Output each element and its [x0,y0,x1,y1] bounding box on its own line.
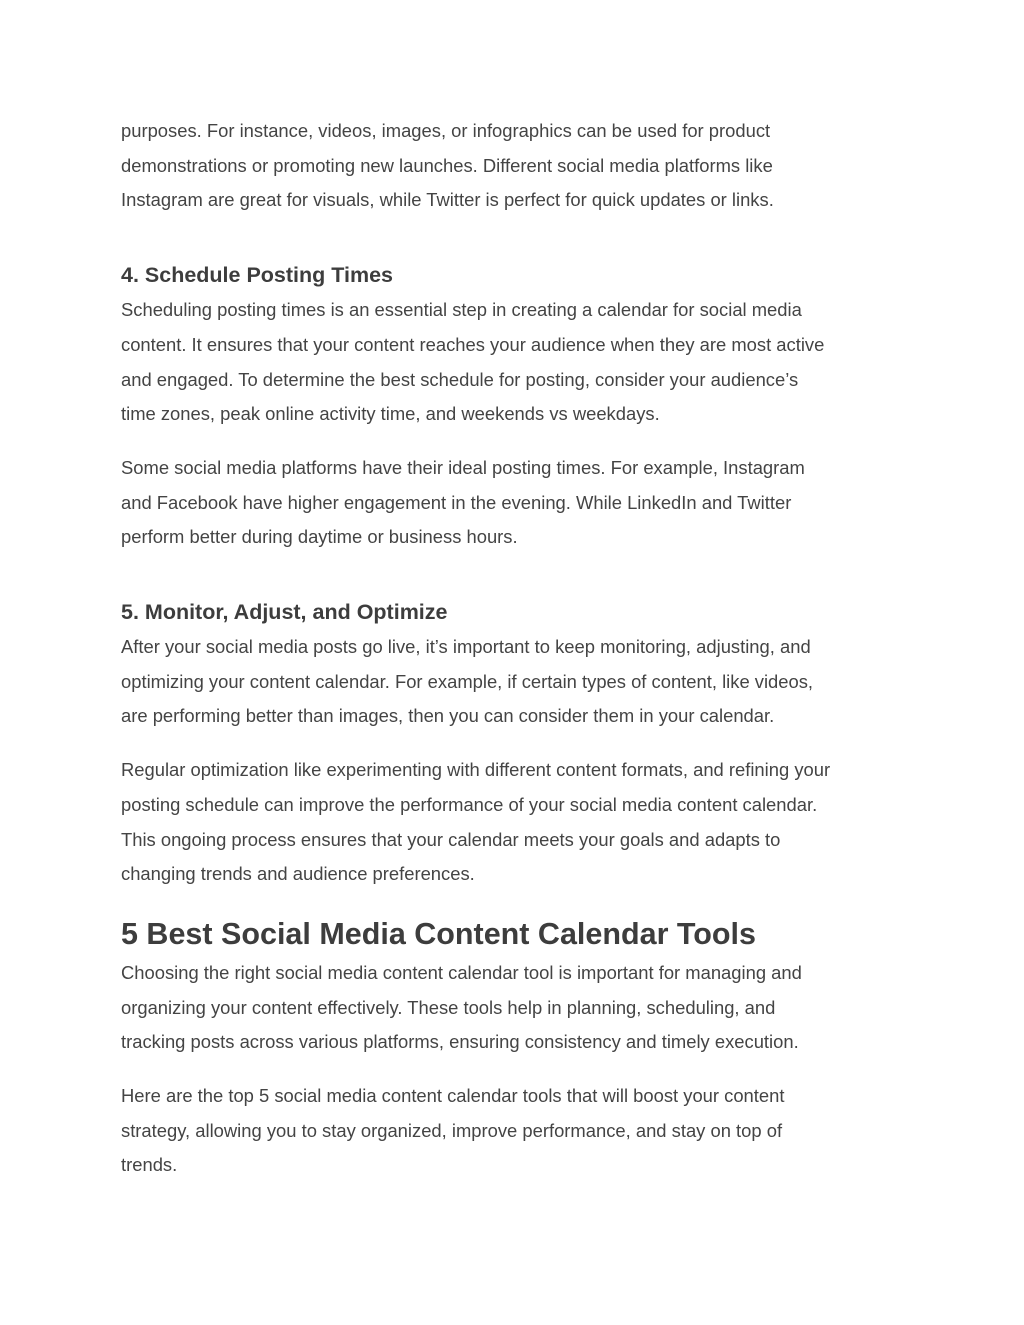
text-line: Regular optimization like experimenting with different content formats, and refining your [121,759,831,781]
text-line: Instagram are great for visuals, while Twitter is perfect for quick updates or links. [121,189,774,211]
text-line: and Facebook have higher engagement in the evening. While LinkedIn and Twitter [121,491,792,513]
text-line: demonstrations or promoting new launches. Different social media platforms like [121,154,773,176]
text-line: organizing your content effectively. These tools help in planning, scheduling, and [121,996,776,1018]
section-4-heading: 4. Schedule Posting Times [121,263,394,288]
tools-paragraph-1 [121,956,911,1060]
section-4-paragraph-2 [121,451,911,555]
text-line: changing trends and audience preferences. [121,863,475,885]
text-line: trends. [121,1154,178,1176]
text-line: This ongoing process ensures that your calendar meets your goals and adapts to [121,828,781,850]
text-line: posting schedule can improve the performance of your social media content calendar. [121,793,818,815]
text-line: tracking posts across various platforms, ensuring consistency and timely execution. [121,1031,799,1053]
intro-paragraph [121,114,911,218]
section-5-paragraph-2 [121,753,911,892]
text-line: Here are the top 5 social media content calendar tools that will boost your content [121,1085,785,1107]
text-line: optimizing your content calendar. For example, if certain types of content, like videos, [121,670,814,692]
text-line: perform better during daytime or business hours. [121,526,518,548]
text-line: purposes. For instance, videos, images, or infographics can be used for product [121,120,771,141]
section-5-paragraph-1 [121,630,911,734]
text-line: Some social media platforms have their ideal posting times. For example, Instagram [121,456,805,478]
text-line: content. It ensures that your content reaches your audience when they are most active [121,333,825,355]
section-5-heading: 5. Monitor, Adjust, and Optimize [121,600,448,625]
text-line: time zones, peak online activity time, and weekends vs weekdays. [121,403,660,425]
text-line: and engaged. To determine the best schedule for posting, consider your audience’s [121,368,799,390]
tools-paragraph-2 [121,1079,911,1183]
text-line: After your social media posts go live, it’s important to keep monitoring, adjusting, and [121,636,811,658]
section-4-paragraph-1 [121,293,911,432]
text-line: Scheduling posting times is an essential step in creating a calendar for social media [121,299,802,321]
document-page [121,114,911,1183]
text-line: strategy, allowing you to stay organized, improve performance, and stay on top of [121,1119,783,1141]
text-line: are performing better than images, then you can consider them in your calendar. [121,705,775,727]
tools-heading: 5 Best Social Media Content Calendar Tools [121,916,756,951]
text-line: Choosing the right social media content calendar tool is important for managing and [121,961,802,983]
